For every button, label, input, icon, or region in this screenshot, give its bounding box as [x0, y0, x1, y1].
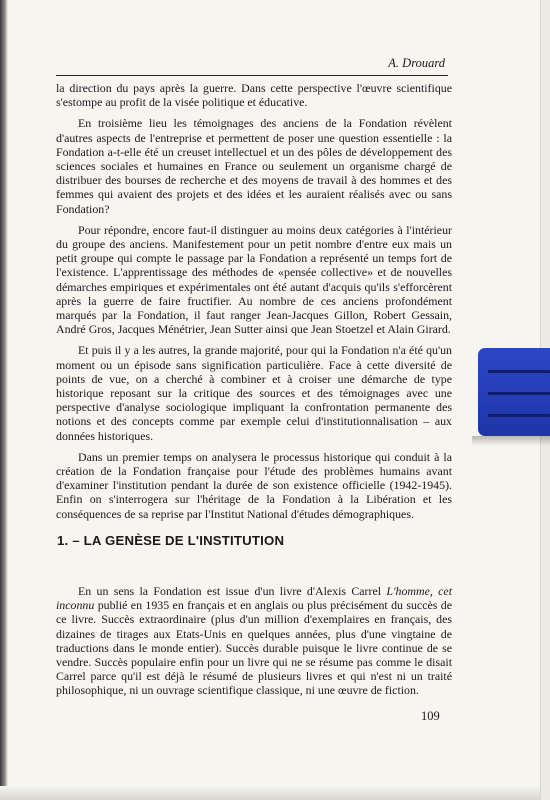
clip-stripe — [488, 392, 550, 395]
clip-shadow — [472, 436, 550, 446]
paragraph: Pour répondre, encore faut-il distinguer au moins deux catégories à l'intérieur du groupe des anciens. Manifestement pour un petit nombre d'entre eux mais un petit groupe qui compte le passage par la Fondation a représenté un temps fort de l'existence. L'apprentissage des méthodes de «pensée collective» et de nouvelles démarches empiriques et expérimentales ont été autant d'acquis qu'ils s'efforcèrent après la guerre de faire fructifier. Au nombre de ces anciens profondément marqués par la Fondation, il faut ranger Jean-Jacques Gillon, Robert Gessain, André Gros, Jacques Ménétrier, Jean Sutter ainsi que Jean Stoetzel et Alain Girard. — [56, 222, 452, 337]
paragraph: Et puis il y a les autres, la grande majorité, pour qui la Fondation n'a été qu'un moment ou un épisode sans signification particulière. Face à cette diversité de points de vue, on a cherché à combiner et à croiser une démarche de type historique reposant sur la critique des sources et des témoignages avec une perspective d'analyse sociologique impliquant la confrontation permanente des notions et des concepts comme par exemple celui d'institutionnalisation – aux données historiques. — [56, 343, 452, 443]
paragraph-text-start: En un sens la Fondation est issue d'un livre d'Alexis Carrel — [78, 584, 387, 598]
clip-stripe — [488, 414, 550, 417]
body-text-top — [56, 81, 452, 528]
body-text-section — [56, 584, 452, 698]
binder-clip-tab — [478, 348, 550, 436]
page-gutter-shadow — [0, 0, 8, 800]
paragraph: En troisième lieu les témoignages des anciens de la Fondation révèlent d'autres aspects de l'entreprise et permettent de poser une question essentielle : la Fondation a-t-elle été un creuset intellectuel et un des pôles de développement des sciences sociales et humaines en France ou seulement un organisme chargé de distribuer des bourses de recherche et des moyens de travail à des hommes et des femmes qui avaient des projets et des idées et les auraient réalisés avec ou sans Fondation? — [56, 116, 452, 216]
paragraph-text-end: publié en 1935 en français et en anglais ou plus précisément du succès de ce livre. Succès extraordinaire (plus d'un million d'exemplaires en français, des dizaines de tirages aux Etats-Unis en quelques années, plus d'une vingtaine de traductions dans le monde entier). Succès durable puisque le livre continue de se vendre. Succès populaire enfin pour un livre qui ne se résume pas comme le disait Carrel parce qu'il est déjà le résumé de plusieurs livres et qui n'est ni un traité philosophique, ni un ouvrage scientifique classique, ni une œuvre de fiction. — [56, 598, 452, 698]
running-header-author: A. Drouard — [388, 56, 445, 70]
paragraph-continuation: la direction du pays après la guerre. Dans cette perspective l'œuvre scientifique s'estompe au profit de la visée politique et éducative. — [56, 81, 452, 110]
section-heading: 1. – LA GENÈSE DE L'INSTITUTION — [57, 533, 285, 548]
book-title: L'homme, cet inconnu — [56, 584, 452, 613]
page-number: 109 — [421, 709, 440, 723]
clip-stripe — [488, 370, 550, 373]
page-bottom-shadow — [0, 786, 540, 800]
paragraph: Dans un premier temps on analysera le processus historique qui conduit à la création de la Fondation française pour l'étude des problèmes humains avant d'examiner l'institution pendant la durée de son existence officielle (1942-1945). Enfin on s'interrogera sur l'héritage de la Fondation à la Libération et les conséquences de sa reprise par l'Institut National d'études démographiques. — [56, 449, 452, 521]
paragraph — [56, 584, 452, 698]
header-rule — [56, 75, 448, 76]
